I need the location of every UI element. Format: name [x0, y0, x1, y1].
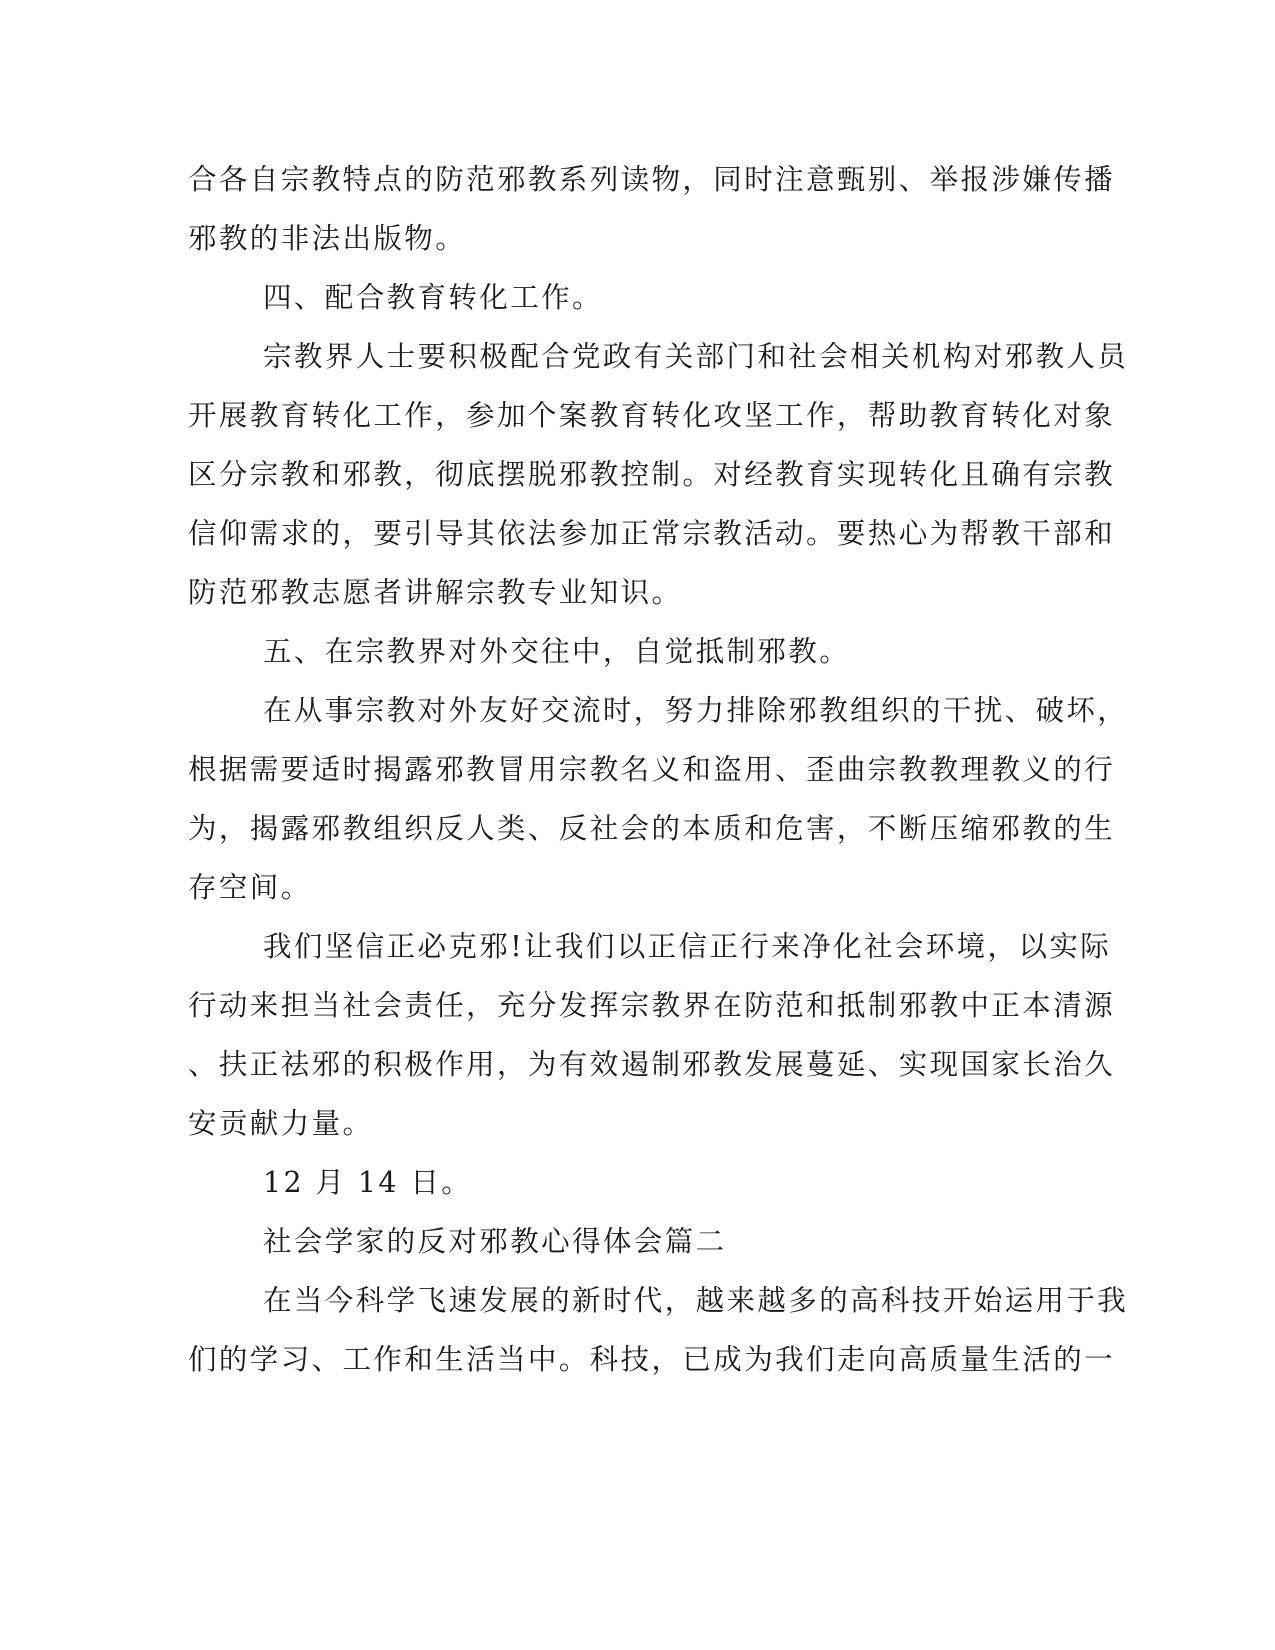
text-line: 、扶正祛邪的积极作用，为有效遏制邪教发展蔓延、实现国家长治久 [188, 1048, 1116, 1081]
text-line: 我们坚信正必克邪!让我们以正信正行来净化社会环境，以实际 [263, 930, 1112, 963]
text-line: 根据需要适时揭露邪教冒用宗教名义和盗用、歪曲宗教教理教义的行 [188, 753, 1116, 786]
date-line: 12 月 14 日。 [263, 1166, 473, 1199]
text-line: 防范邪教志愿者讲解宗教专业知识。 [188, 576, 683, 609]
article-title: 社会学家的反对邪教心得体会篇二 [263, 1225, 727, 1258]
text-line: 们的学习、工作和生活当中。科技，已成为我们走向高质量生活的一 [188, 1343, 1116, 1376]
text-line: 在从事宗教对外友好交流时，努力排除邪教组织的干扰、破坏， [263, 694, 1129, 727]
section-heading: 四、配合教育转化工作。 [263, 281, 603, 314]
text-line: 为，揭露邪教组织反人类、反社会的本质和危害，不断压缩邪教的生 [188, 812, 1116, 845]
text-line: 区分宗教和邪教，彻底摆脱邪教控制。对经教育实现转化且确有宗教 [188, 458, 1116, 491]
text-line: 行动来担当社会责任，充分发挥宗教界在防范和抵制邪教中正本清源 [188, 989, 1116, 1022]
text-line: 存空间。 [188, 871, 312, 904]
text-line: 宗教界人士要积极配合党政有关部门和社会相关机构对邪教人员 [263, 340, 1129, 373]
text-line: 邪教的非法出版物。 [188, 222, 467, 255]
text-line: 信仰需求的，要引导其依法参加正常宗教活动。要热心为帮教干部和 [188, 517, 1116, 550]
text-line: 在当今科学飞速发展的新时代，越来越多的高科技开始运用于我 [263, 1284, 1129, 1317]
section-heading: 五、在宗教界对外交往中，自觉抵制邪教。 [263, 635, 851, 668]
text-line: 合各自宗教特点的防范邪教系列读物，同时注意甄别、举报涉嫌传播 [188, 163, 1116, 196]
text-line: 开展教育转化工作，参加个案教育转化攻坚工作，帮助教育转化对象 [188, 399, 1116, 432]
text-line: 安贡献力量。 [188, 1107, 374, 1140]
